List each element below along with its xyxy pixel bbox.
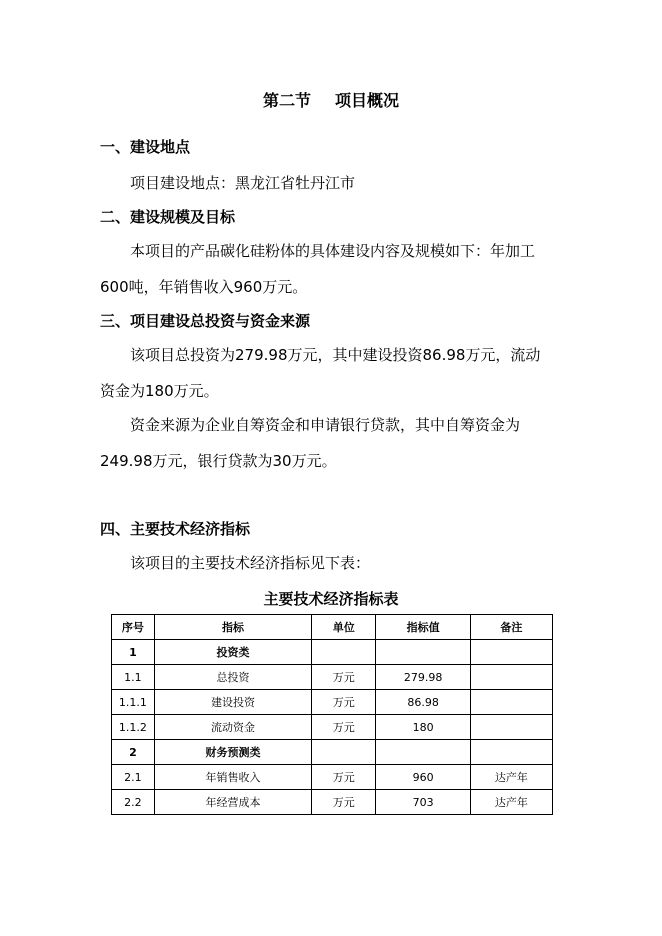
header-cell: 单位	[312, 615, 376, 640]
section2-heading: 二、建设规模及目标	[100, 208, 236, 226]
table-cell	[470, 715, 552, 740]
section2-line1: 本项目的产品碳化硅粉体的具体建设内容及规模如下：年加工	[130, 242, 536, 260]
section4-text: 该项目的主要技术经济指标见下表：	[130, 554, 371, 572]
table-cell: 流动资金	[154, 715, 311, 740]
table-caption: 主要技术经济指标表	[263, 590, 399, 608]
table-cell: 年经营成本	[154, 790, 311, 815]
table-cell: 建设投资	[154, 690, 311, 715]
section3-p2-line1: 资金来源为企业自筹资金和申请银行贷款，其中自筹资金为	[130, 416, 521, 434]
header-cell: 指标	[154, 615, 311, 640]
table-cell: 总投资	[154, 665, 311, 690]
table-cell: 万元	[312, 715, 376, 740]
table-cell	[312, 740, 376, 765]
table-cell	[376, 640, 470, 665]
indicator-table	[111, 614, 553, 815]
section3-p1-line1: 该项目总投资为279.98万元，其中建设投资86.98万元，流动	[130, 346, 541, 364]
table-cell: 投资类	[154, 640, 311, 665]
title-section-name: 项目概况	[335, 91, 400, 110]
section1-heading: 一、建设地点	[100, 138, 191, 156]
table-cell: 万元	[312, 690, 376, 715]
table-cell: 万元	[312, 765, 376, 790]
table-cell	[376, 740, 470, 765]
table-cell: 86.98	[376, 690, 470, 715]
table-cell: 年销售收入	[154, 765, 311, 790]
table-header-row	[112, 615, 553, 640]
table-cell: 万元	[312, 665, 376, 690]
table-cell: 2	[112, 740, 155, 765]
table-cell: 1.1.2	[112, 715, 155, 740]
table-cell: 1.1.1	[112, 690, 155, 715]
table-cell: 960	[376, 765, 470, 790]
table-cell: 1.1	[112, 665, 155, 690]
section2-line2: 600吨，年销售收入960万元。	[100, 278, 308, 296]
table-row	[112, 640, 553, 665]
table-cell	[470, 740, 552, 765]
section3-p1-line2: 资金为180万元。	[100, 382, 219, 400]
table-row	[112, 715, 553, 740]
table-cell: 1	[112, 640, 155, 665]
table-cell: 财务预测类	[154, 740, 311, 765]
section3-heading: 三、项目建设总投资与资金来源	[100, 312, 311, 330]
table-row	[112, 665, 553, 690]
section3-p2-line2: 249.98万元，银行贷款为30万元。	[100, 452, 337, 470]
page-title	[0, 88, 662, 111]
header-cell: 指标值	[376, 615, 470, 640]
table-cell	[470, 665, 552, 690]
table-cell: 达产年	[470, 765, 552, 790]
table-cell: 2.1	[112, 765, 155, 790]
table-cell: 2.2	[112, 790, 155, 815]
table-cell	[470, 640, 552, 665]
table-row	[112, 690, 553, 715]
table-cell	[470, 690, 552, 715]
table-cell: 达产年	[470, 790, 552, 815]
table-row	[112, 790, 553, 815]
table-row	[112, 765, 553, 790]
table-cell: 703	[376, 790, 470, 815]
table-row	[112, 740, 553, 765]
table-cell: 万元	[312, 790, 376, 815]
table-cell: 180	[376, 715, 470, 740]
header-cell: 序号	[112, 615, 155, 640]
section4-heading: 四、主要技术经济指标	[100, 520, 251, 538]
title-section-number: 第二节	[262, 91, 311, 110]
table-cell: 279.98	[376, 665, 470, 690]
table-cell	[312, 640, 376, 665]
header-cell: 备注	[470, 615, 552, 640]
section1-text: 项目建设地点：黑龙江省牡丹江市	[130, 174, 356, 192]
